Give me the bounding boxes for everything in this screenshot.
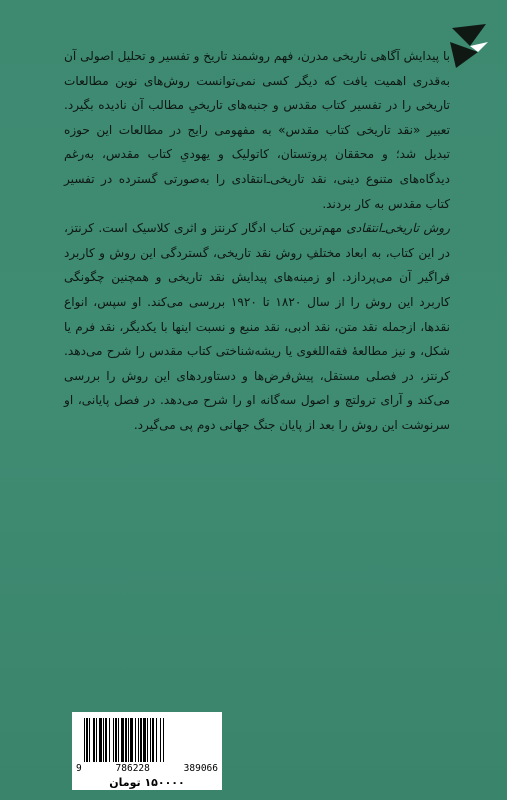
blurb-text xyxy=(64,44,450,438)
blurb-paragraph-2-text: مهم‌ترین کتاب ادگار کرنتز و اثری کلاسیک است. کرنتز، در این کتاب، به ابعاد مختلفِ روش نقد تاریخی، گستردگی این روش و کاربرد فراگیر آن می‌پردازد. او زمینه‌های پیدایش نقد تاریخی و همچنین چگونگی کاربرد این روش را از سال ۱۸۲۰ تا ۱۹۲۰ بررسی می‌کند. او سپس، انواع نقدها، ازجمله نقد متن، نقد ادبی، نقد منبع و نسبت اینها با یکدیگر، نقد فرم یا شکل، و نیز مطالعهٔ فقه‌اللغوی یا ریشه‌شناختی کتاب مقدس را شرح می‌دهد. کرنتز، در فصلی مستقل، پیش‌فرض‌ها و دستاوردهای این روش را بررسی می‌کند و آرای ترولتچ و اصول سه‌گانه او را شرح می‌دهد. در فصل پایانی، او سرنوشت این روش را بعد از پایان جنگ جهانی دوم پی می‌گیرد. xyxy=(64,221,451,432)
isbn-group-2: 389066 xyxy=(183,763,218,774)
blurb-paragraph-1: با پیدایش آگاهی تاریخی مدرن، فهم روشمند تاریخ و تفسیر و تحلیل اصولی آن به‌قدری اهمیت یافت که دیگر کسی نمی‌توانست روش‌های نوین مطالعات تاریخی را در تفسیر کتاب مقدس و جنبه‌های تاریخیِ مطالب آن نادیده بگیرد. تعبیر «نقد تاریخی کتاب مقدس» به مفهومی رایج در مطالعات این حوزه تبدیل شد؛ و محققان پروتستان، کاتولیک و یهودیِ کتاب مقدس، به‌رغم دیدگاه‌های متنوع دینی، نقد تاریخی‌ـ‌انتقادی را به‌صورتی گسترده در تفسیر کتاب مقدس به کار بردند. xyxy=(64,49,450,211)
book-title-italic: روش تاریخی‌ـ‌انتقادی xyxy=(346,221,450,236)
barcode-icon xyxy=(82,718,212,762)
isbn-digits xyxy=(76,763,218,774)
blurb-paragraph-2 xyxy=(64,216,450,437)
barcode-panel xyxy=(72,712,222,790)
publisher-logo-icon xyxy=(448,22,490,72)
isbn-group-1: 786228 xyxy=(115,763,150,774)
price-label: ۱۵۰۰۰۰ تومان xyxy=(109,776,185,789)
isbn-first-digit: 9 xyxy=(76,763,82,774)
